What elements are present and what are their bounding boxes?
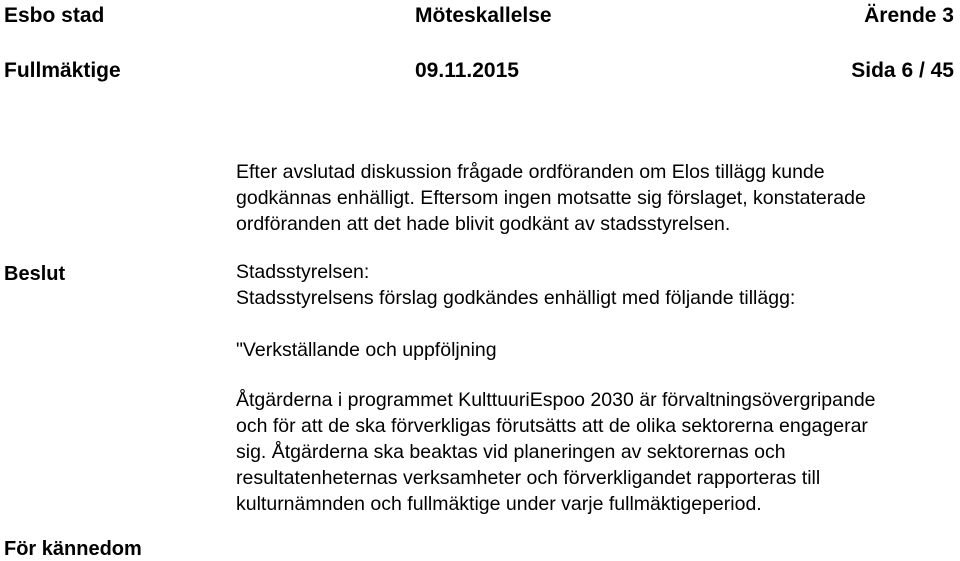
decision-line: Stadsstyrelsens förslag godkändes enhälligt med följande tillägg: — [236, 287, 796, 309]
quote-line: och för att de ska förverkligas förutsätts att de olika sektorerna engagerar — [236, 415, 868, 437]
intro-line: ordföranden att det hade blivit godkänt av stadsstyrelsen. — [236, 213, 731, 235]
quote-line: sig. Åtgärderna ska beaktas vid planeringen av sektorernas och — [236, 441, 786, 463]
quote-paragraph — [236, 387, 956, 517]
for-information-label: För kännedom — [4, 538, 142, 560]
intro-line: godkännas enhälligt. Eftersom ingen motsatte sig förslaget, konstaterade — [236, 187, 866, 209]
item-number: Ärende 3 — [864, 4, 954, 27]
organization-name: Esbo stad — [4, 4, 105, 27]
page-number: Sida 6 / 45 — [851, 59, 954, 82]
document-type: Möteskallelse — [415, 4, 552, 27]
meeting-date: 09.11.2015 — [415, 59, 519, 82]
decision-label: Beslut — [4, 263, 66, 285]
intro-paragraph — [236, 159, 956, 237]
quote-heading: "Verkställande och uppföljning — [236, 339, 497, 361]
decision-body: Fullmäktige — [4, 59, 121, 82]
decision-paragraph — [236, 259, 956, 311]
decision-line: Stadsstyrelsen: — [236, 261, 370, 283]
quote-line: resultatenheternas verksamheter och förverkligandet rapporteras till — [236, 467, 821, 489]
quote-line: kulturnämnden och fullmäktige under varje fullmäktigeperiod. — [236, 493, 762, 515]
intro-line: Efter avslutad diskussion frågade ordföranden om Elos tillägg kunde — [236, 161, 825, 183]
quote-line: Åtgärderna i programmet KulttuuriEspoo 2030 är förvaltningsövergripande — [236, 389, 876, 411]
